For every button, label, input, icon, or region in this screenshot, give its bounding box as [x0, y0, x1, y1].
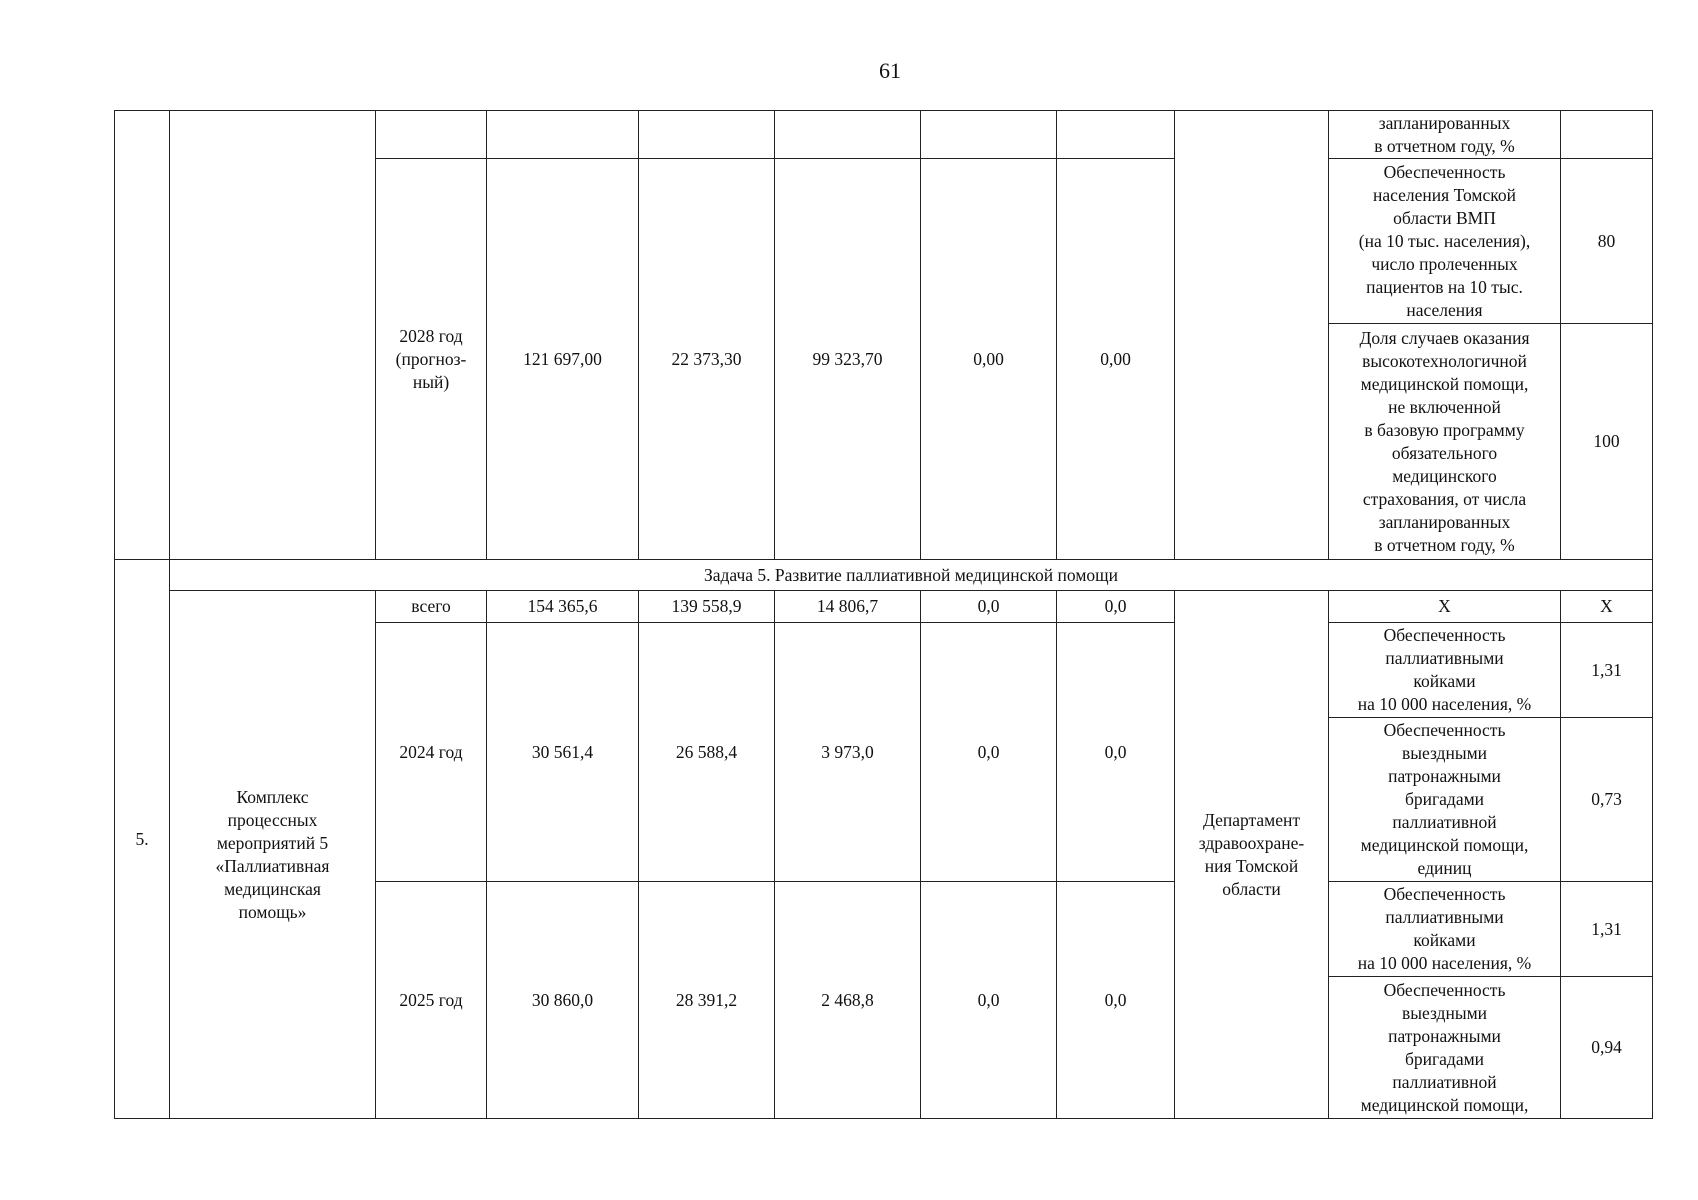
indicator-value: 80	[1561, 159, 1653, 324]
period-cell: всего	[376, 591, 487, 623]
value-regional: 14 806,7	[775, 591, 921, 623]
table-row	[115, 560, 1653, 591]
value-other: 0,0	[1057, 623, 1175, 882]
indicator-name: X	[1329, 591, 1561, 623]
complex-name: Комплекс процессных мероприятий 5 «Паллиативная медицинская помощь»	[170, 591, 376, 1119]
value-federal: 28 391,2	[639, 882, 775, 1119]
table-row	[115, 591, 1653, 623]
period-cell: 2025 год	[376, 882, 487, 1119]
value-other: 0,0	[1057, 591, 1175, 623]
indicator-name: Обеспеченность выездными патронажными бригадами паллиативной медицинской помощи, единиц	[1329, 718, 1561, 882]
number-cell-empty	[115, 111, 170, 560]
indicator-name: запланированных в отчетном году, %	[1329, 111, 1561, 159]
page-number: 61	[879, 58, 901, 83]
value-federal: 26 588,4	[639, 623, 775, 882]
value-other: 0,00	[1057, 159, 1175, 560]
indicator-name: Обеспеченность паллиативными койками на 10 000 населения, %	[1329, 882, 1561, 977]
value-local: 0,0	[921, 882, 1057, 1119]
measure-cell-empty	[170, 111, 376, 560]
value-total: 30 561,4	[487, 623, 639, 882]
value-total: 30 860,0	[487, 882, 639, 1119]
indicator-value: X	[1561, 591, 1653, 623]
indicator-value: 0,73	[1561, 718, 1653, 882]
task-title: Задача 5. Развитие паллиативной медицинской помощи	[170, 560, 1653, 591]
indicator-name: Обеспеченность населения Томской области ВМП (на 10 тыс. населения), число пролеченных пациентов на 10 тыс. населения	[1329, 159, 1561, 324]
value-federal: 139 558,9	[639, 591, 775, 623]
indicator-name: Обеспеченность паллиативными койками на 10 000 населения, %	[1329, 623, 1561, 718]
indicator-value: 1,31	[1561, 623, 1653, 718]
indicator-value: 1,31	[1561, 882, 1653, 977]
value-local: 0,0	[921, 623, 1057, 882]
program-table	[114, 110, 1653, 1119]
executor-cell-empty	[1175, 111, 1329, 560]
value-federal: 22 373,30	[639, 159, 775, 560]
value-regional: 99 323,70	[775, 159, 921, 560]
period-cell: 2024 год	[376, 623, 487, 882]
value-local: 0,0	[921, 591, 1057, 623]
executor-cell: Департамент здравоохране- ния Томской области	[1175, 591, 1329, 1119]
indicator-name: Обеспеченность выездными патронажными бригадами паллиативной медицинской помощи,	[1329, 977, 1561, 1119]
row-number: 5.	[115, 560, 170, 1119]
table-row	[115, 111, 1653, 159]
indicator-value: 100	[1561, 324, 1653, 560]
indicator-value: 0,94	[1561, 977, 1653, 1119]
value-local: 0,00	[921, 159, 1057, 560]
value-regional: 3 973,0	[775, 623, 921, 882]
value-total: 121 697,00	[487, 159, 639, 560]
value-regional: 2 468,8	[775, 882, 921, 1119]
value-other: 0,0	[1057, 882, 1175, 1119]
value-total: 154 365,6	[487, 591, 639, 623]
period-cell: 2028 год (прогноз- ный)	[376, 159, 487, 560]
indicator-name: Доля случаев оказания высокотехнологичной медицинской помощи, не включенной в базовую программу обязательного медицинского страхования, от числа запланированных в отчетном году, %	[1329, 324, 1561, 560]
